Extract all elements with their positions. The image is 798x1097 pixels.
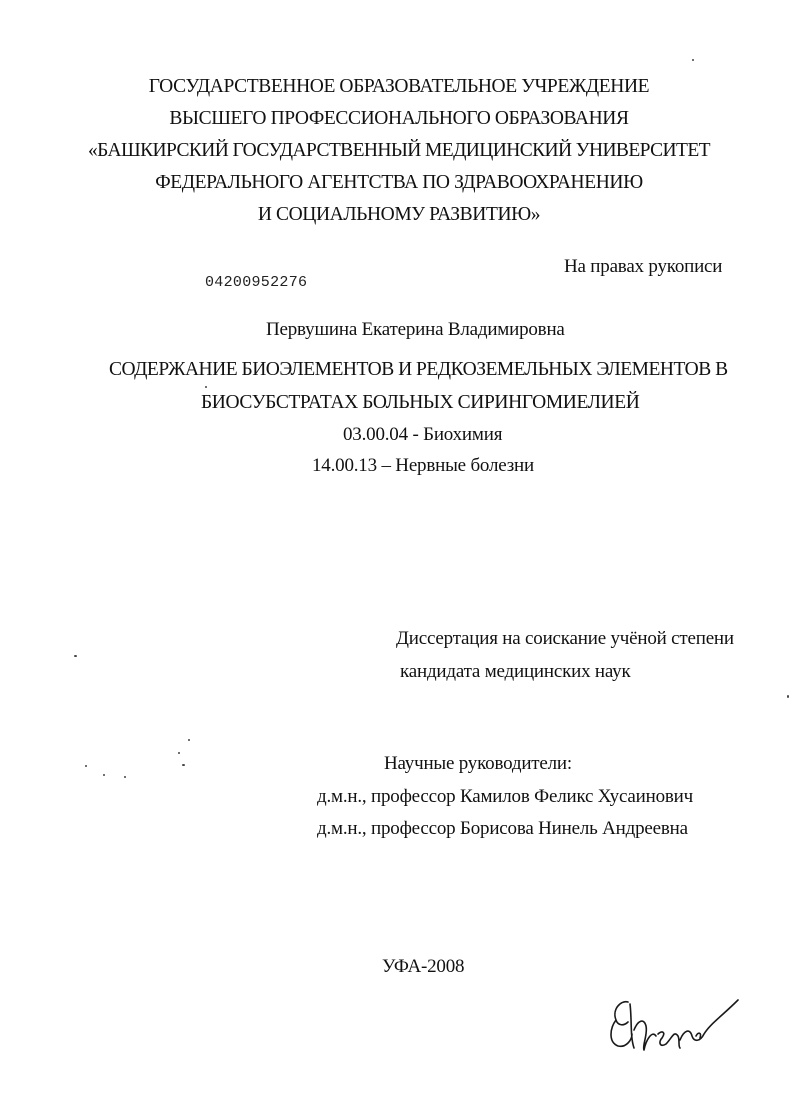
scan-speck bbox=[85, 765, 87, 767]
specialty-nervous-diseases: 14.00.13 – Нервные болезни bbox=[312, 455, 534, 476]
institution-line-3: «БАШКИРСКИЙ ГОСУДАРСТВЕННЫЙ МЕДИЦИНСКИЙ УНИВЕРСИТЕТ bbox=[88, 140, 710, 161]
specialty-biochemistry: 03.00.04 - Биохимия bbox=[343, 424, 503, 445]
scan-speck bbox=[692, 59, 694, 61]
title-line-1: СОДЕРЖАНИЕ БИОЭЛЕМЕНТОВ И РЕДКОЗЕМЕЛЬНЫХ ЭЛЕМЕНТОВ В bbox=[109, 359, 728, 380]
institution-line-2: ВЫСШЕГО ПРОФЕССИОНАЛЬНОГО ОБРАЗОВАНИЯ bbox=[169, 108, 629, 129]
institution-line-1: ГОСУДАРСТВЕННОЕ ОБРАЗОВАТЕЛЬНОЕ УЧРЕЖДЕНИЕ bbox=[148, 76, 650, 97]
scan-speck bbox=[178, 752, 180, 754]
manuscript-rights: На правах рукописи bbox=[564, 256, 723, 277]
scan-speck bbox=[188, 739, 190, 741]
supervisor-1: д.м.н., профессор Камилов Феликс Хусаинович bbox=[317, 786, 693, 807]
institution-line-4: ФЕДЕРАЛЬНОГО АГЕНТСТВА ПО ЗДРАВООХРАНЕНИЮ bbox=[155, 172, 643, 193]
author-name: Первушина Екатерина Владимировна bbox=[266, 319, 565, 340]
title-line-2: БИОСУБСТРАТАХ БОЛЬНЫХ СИРИНГОМИЕЛИЕЙ bbox=[201, 392, 640, 413]
scan-speck bbox=[124, 776, 126, 778]
scan-speck bbox=[205, 386, 207, 388]
scan-speck bbox=[103, 774, 105, 776]
scan-speck bbox=[182, 764, 185, 766]
supervisors-heading: Научные руководители: bbox=[384, 753, 572, 774]
handwritten-signature bbox=[600, 990, 750, 1060]
degree-line-2: кандидата медицинских наук bbox=[400, 661, 631, 682]
scan-speck bbox=[787, 695, 789, 698]
institution-line-5: И СОЦИАЛЬНОМУ РАЗВИТИЮ» bbox=[257, 204, 541, 225]
place-year: УФА-2008 bbox=[382, 956, 465, 977]
supervisor-2: д.м.н., профессор Борисова Нинель Андреевна bbox=[317, 818, 688, 839]
catalog-number: 04200952276 bbox=[205, 274, 308, 291]
scan-speck bbox=[74, 655, 77, 657]
degree-line-1: Диссертация на соискание учёной степени bbox=[396, 628, 734, 649]
